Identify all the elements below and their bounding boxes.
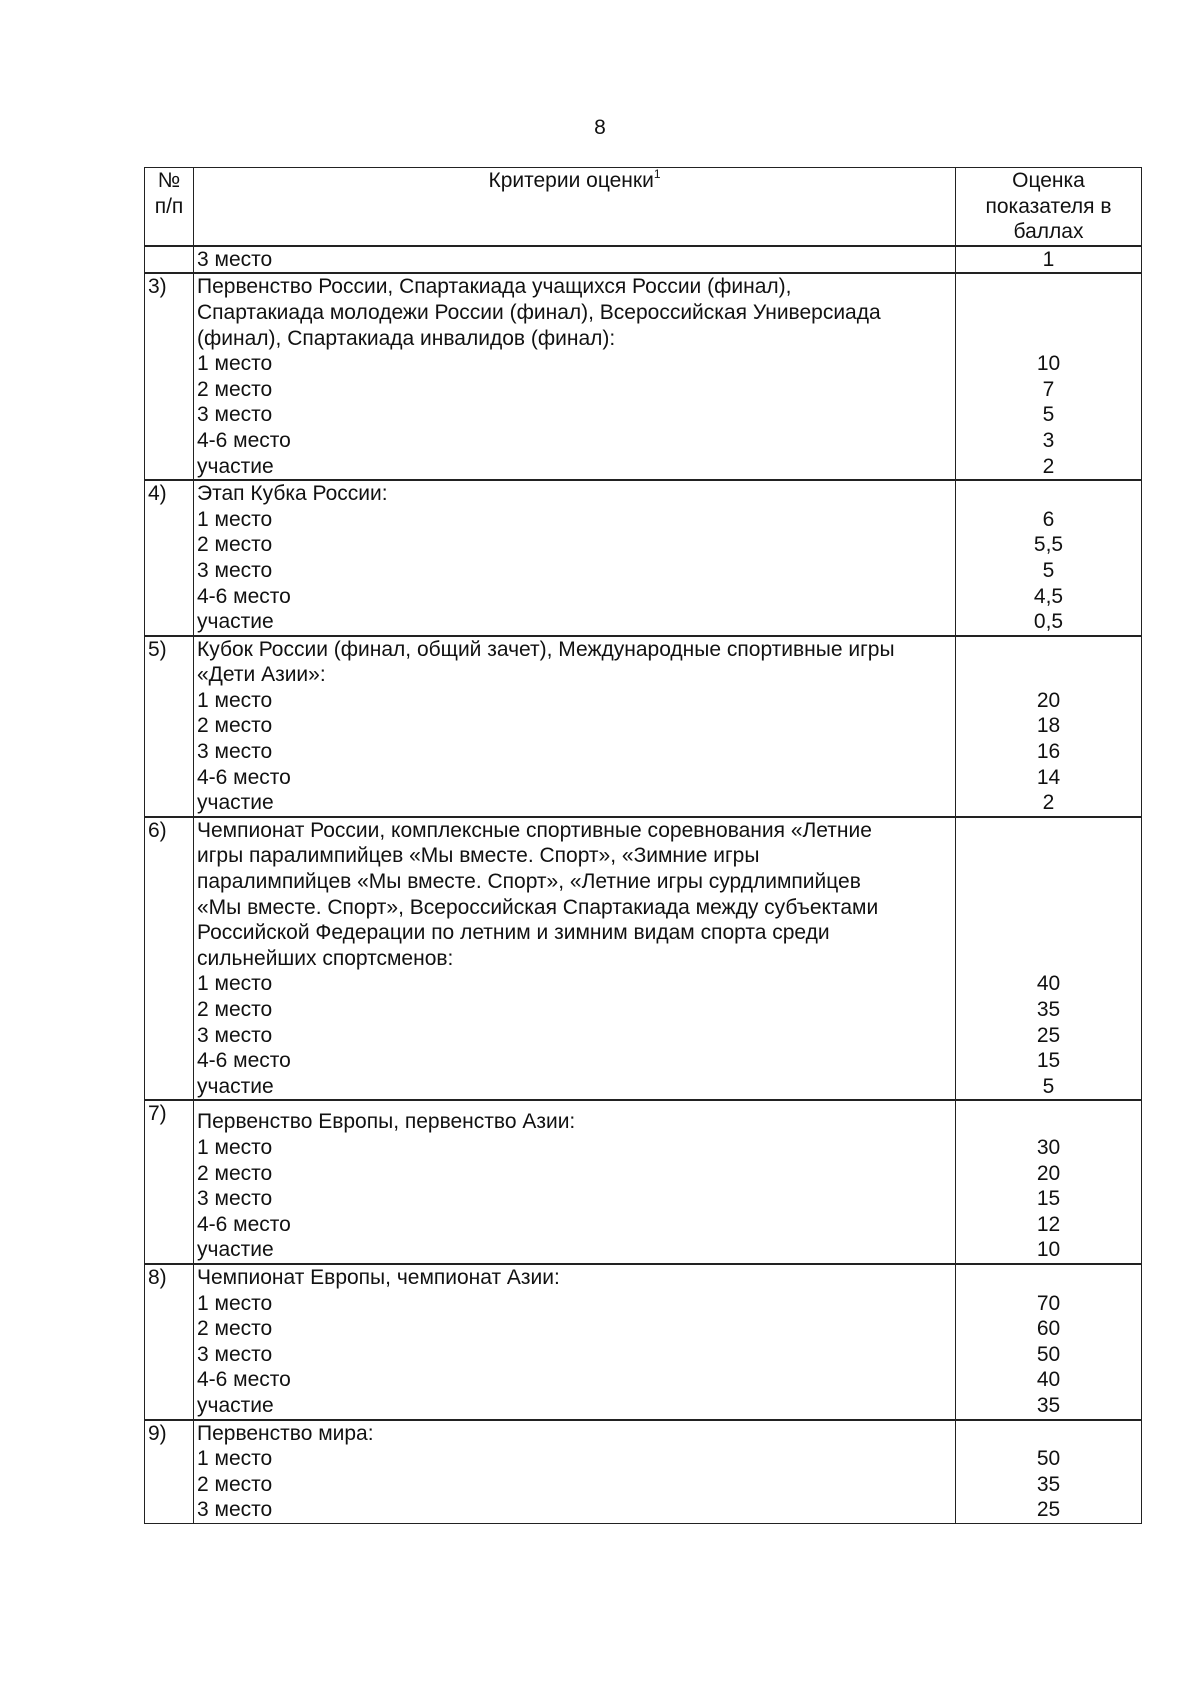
criteria-text: «Мы вместе. Спорт», Всероссийская Спартакиада между субъектами — [197, 895, 879, 919]
score-value: 14 — [1036, 765, 1061, 789]
place-label: 1 место — [197, 1291, 273, 1315]
score-value: 35 — [1036, 998, 1061, 1021]
place-label: 4-6 место — [197, 1049, 291, 1073]
criteria-table — [144, 167, 1142, 1524]
score-spacer — [959, 1421, 1138, 1447]
score-value: 30 — [1036, 1135, 1061, 1159]
place-label: 1 место — [197, 688, 273, 712]
row-number: 5) — [145, 636, 194, 817]
score-spacer — [959, 274, 1138, 300]
score-value: 60 — [1036, 1317, 1061, 1341]
score-value: 2 — [1042, 791, 1055, 815]
criteria-text: Первенство мира: — [197, 1421, 374, 1445]
table-row — [145, 246, 1142, 274]
place-label: 3 место — [197, 247, 273, 271]
score-value: 0,5 — [1033, 610, 1064, 634]
place-label: 4-6 место — [197, 1368, 291, 1392]
row-scores — [956, 1420, 1142, 1524]
spacer — [197, 1101, 952, 1109]
score-spacer — [959, 662, 1138, 688]
score-spacer — [959, 300, 1138, 326]
score-value: 35 — [1036, 1472, 1061, 1496]
row-scores — [956, 636, 1142, 817]
score-value: 15 — [1036, 1187, 1061, 1211]
header-criteria-label: Критерии оценки — [488, 169, 654, 192]
table-row — [145, 480, 1142, 636]
criteria-text: Российской Федерации по летним и зимним видам спорта среди — [197, 921, 830, 945]
criteria-text: Первенство России, Спартакиада учащихся России (финал), — [197, 275, 792, 299]
header-number-line: № — [157, 169, 181, 192]
row-number: 3) — [145, 273, 194, 480]
place-label: участие — [197, 1238, 274, 1262]
table-row — [145, 1264, 1142, 1420]
place-label: 3 место — [197, 1187, 273, 1211]
row-scores — [956, 480, 1142, 636]
table-row — [145, 1100, 1142, 1264]
row-number: 8) — [145, 1264, 194, 1420]
row-number: 6) — [145, 817, 194, 1101]
row-criteria — [194, 1420, 956, 1524]
place-label: 2 место — [197, 714, 273, 738]
score-spacer — [959, 481, 1138, 507]
score-value: 40 — [1036, 1368, 1061, 1392]
score-value: 5 — [1042, 558, 1055, 582]
score-spacer — [959, 946, 1138, 972]
criteria-text: паралимпийцев «Мы вместе. Спорт», «Летние игры сурдлимпийцев — [197, 870, 861, 894]
score-value: 5,5 — [1033, 533, 1064, 557]
row-number — [145, 246, 194, 274]
score-value: 15 — [1036, 1049, 1061, 1073]
row-scores — [956, 1100, 1142, 1264]
score-spacer — [959, 920, 1138, 946]
criteria-text: Чемпионат Европы, чемпионат Азии: — [197, 1265, 560, 1289]
score-value: 25 — [1036, 1023, 1061, 1047]
row-scores — [956, 817, 1142, 1101]
criteria-text: сильнейших спортсменов: — [197, 946, 454, 970]
table-row — [145, 817, 1142, 1101]
header-criteria — [194, 168, 956, 246]
place-label: 2 место — [197, 1161, 273, 1185]
place-label: 3 место — [197, 403, 273, 427]
table-header — [145, 168, 1142, 246]
header-number-line: п/п — [154, 194, 184, 218]
place-label: участие — [197, 610, 274, 634]
place-label: 3 место — [197, 558, 273, 582]
row-criteria — [194, 480, 956, 636]
row-number: 7) — [145, 1100, 194, 1264]
place-label: 3 место — [197, 1342, 273, 1366]
row-criteria — [194, 273, 956, 480]
score-spacer — [959, 818, 1138, 844]
place-label: 2 место — [197, 1317, 273, 1341]
row-criteria — [194, 636, 956, 817]
row-scores — [956, 246, 1142, 274]
score-value: 40 — [1036, 972, 1061, 996]
score-value: 10 — [1036, 352, 1061, 376]
header-score — [956, 168, 1142, 246]
place-label: 3 место — [197, 1023, 273, 1047]
place-label: 1 место — [197, 1135, 273, 1159]
place-label: 4-6 место — [197, 584, 291, 608]
place-label: участие — [197, 1074, 274, 1098]
criteria-text: Первенство Европы, первенство Азии: — [197, 1110, 576, 1134]
spacer — [959, 1101, 1138, 1109]
place-label: 4-6 место — [197, 428, 291, 452]
score-spacer — [959, 1109, 1138, 1135]
row-criteria — [194, 246, 956, 274]
score-value: 7 — [1042, 377, 1055, 401]
place-label: 4-6 место — [197, 765, 291, 789]
page-number: 8 — [594, 116, 606, 139]
score-value: 12 — [1036, 1212, 1061, 1236]
footnote-marker: 1 — [653, 167, 661, 181]
score-value: 5 — [1042, 1074, 1055, 1098]
row-number: 9) — [145, 1420, 194, 1524]
row-criteria — [194, 817, 956, 1101]
score-value: 35 — [1036, 1393, 1061, 1417]
row-number: 4) — [145, 480, 194, 636]
row-scores — [956, 273, 1142, 480]
header-number — [145, 168, 194, 246]
place-label: 2 место — [197, 998, 273, 1021]
criteria-text: Кубок России (финал, общий зачет), Международные спортивные игры — [197, 637, 895, 661]
score-value: 50 — [1036, 1447, 1061, 1471]
score-value: 5 — [1042, 403, 1055, 427]
score-spacer — [959, 326, 1138, 352]
place-label: 4-6 место — [197, 1212, 291, 1236]
place-label: участие — [197, 1393, 274, 1417]
criteria-text: (финал), Спартакиада инвалидов (финал): — [197, 326, 616, 350]
score-value: 25 — [1036, 1498, 1061, 1522]
score-value: 16 — [1036, 740, 1061, 764]
place-label: 2 место — [197, 1472, 273, 1496]
score-value: 70 — [1036, 1291, 1061, 1315]
score-value: 50 — [1036, 1342, 1061, 1366]
score-value: 1 — [1042, 247, 1055, 271]
header-score-line: Оценка — [1012, 169, 1085, 192]
row-criteria — [194, 1100, 956, 1264]
score-spacer — [959, 895, 1138, 921]
score-value: 2 — [1042, 454, 1055, 478]
header-score-line: баллах — [1013, 220, 1084, 244]
score-value: 18 — [1036, 714, 1061, 738]
place-label: 2 место — [197, 533, 273, 557]
place-label: участие — [197, 454, 274, 478]
place-label: 3 место — [197, 740, 273, 764]
criteria-text: Спартакиада молодежи России (финал), Всероссийская Универсиада — [197, 300, 881, 324]
place-label: участие — [197, 791, 274, 815]
criteria-text: Чемпионат России, комплексные спортивные соревнования «Летние — [197, 818, 872, 842]
header-score-line: показателя в — [985, 194, 1112, 218]
score-value: 6 — [1042, 507, 1055, 531]
score-value: 20 — [1036, 688, 1061, 712]
score-value: 4,5 — [1033, 584, 1064, 608]
place-label: 1 место — [197, 972, 273, 996]
place-label: 3 место — [197, 1498, 273, 1522]
place-label: 2 место — [197, 377, 273, 401]
row-scores — [956, 1264, 1142, 1420]
table-body — [145, 246, 1142, 1524]
score-value: 20 — [1036, 1161, 1061, 1185]
row-criteria — [194, 1264, 956, 1420]
criteria-text: «Дети Азии»: — [197, 663, 326, 687]
place-label: 1 место — [197, 1447, 273, 1471]
score-spacer — [959, 1265, 1138, 1291]
place-label: 1 место — [197, 507, 273, 531]
criteria-text: игры паралимпийцев «Мы вместе. Спорт», «Зимние игры — [197, 844, 760, 868]
score-spacer — [959, 843, 1138, 869]
criteria-text: Этап Кубка России: — [197, 482, 388, 506]
table-row — [145, 636, 1142, 817]
score-spacer — [959, 869, 1138, 895]
score-spacer — [959, 637, 1138, 663]
place-label: 1 место — [197, 352, 273, 376]
table-row — [145, 1420, 1142, 1524]
table-row — [145, 273, 1142, 480]
score-value: 10 — [1036, 1238, 1061, 1262]
score-value: 3 — [1042, 428, 1055, 452]
